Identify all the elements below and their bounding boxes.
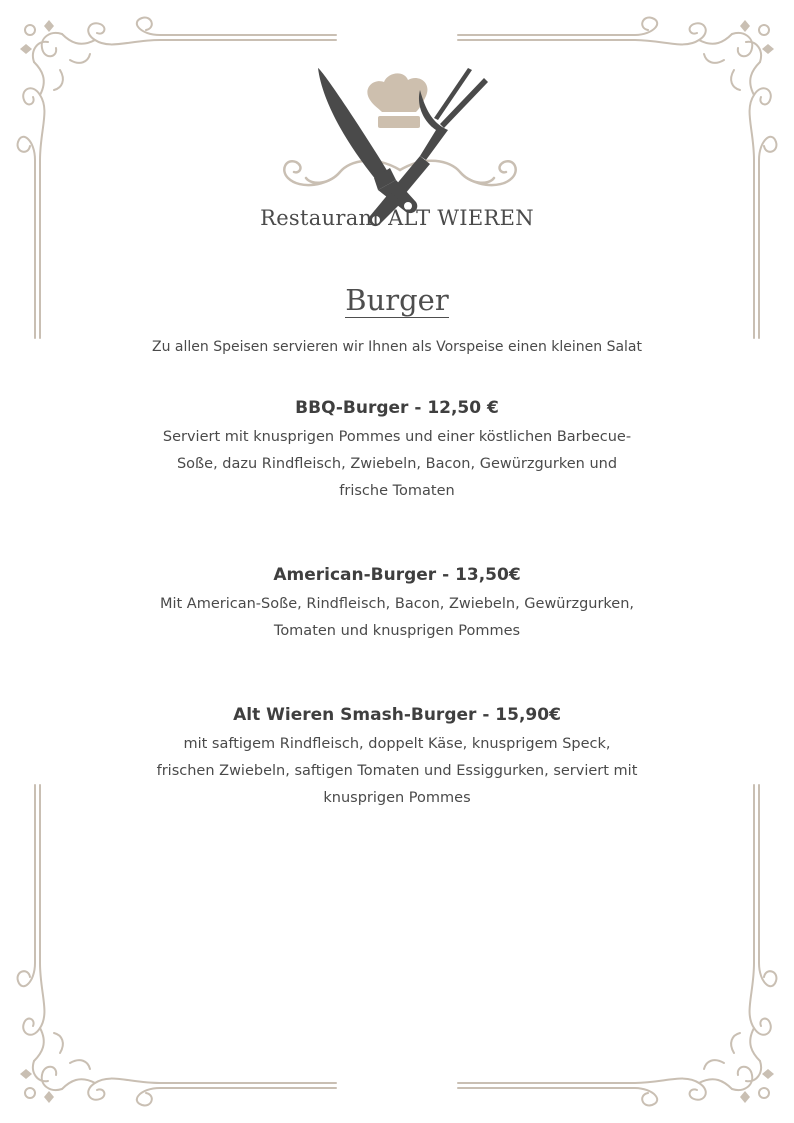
description-line: Serviert mit knusprigen Pommes und einer köstlichen Barbecue- (162, 429, 632, 445)
chef-hat-icon (367, 73, 427, 128)
section-title: Burger (345, 283, 449, 317)
description-line: knusprigen Pommes (323, 790, 471, 806)
menu-item-bbq-burger (120, 398, 674, 505)
menu-item-title: American-Burger - 13,50€ (273, 565, 521, 585)
menu-item-title: Alt Wieren Smash-Burger - 15,90€ (233, 705, 561, 725)
menu-item-description (120, 591, 674, 645)
description-line: mit saftigem Rindfleisch, doppelt Käse, knusprigem Speck, (183, 736, 611, 752)
menu-item-description (120, 424, 674, 505)
description-line: frische Tomaten (339, 483, 455, 499)
menu-item-smash-burger (120, 705, 674, 812)
description-line: Soße, dazu Rindfleisch, Zwiebeln, Bacon, Gewürzgurken und (176, 456, 618, 472)
description-line: Mit American-Soße, Rindfleisch, Bacon, Zwiebeln, Gewürzgurken, (159, 596, 635, 612)
menu-item-title: BBQ-Burger - 12,50 € (295, 398, 499, 418)
restaurant-name: Restaurant ALT WIEREN (260, 206, 534, 230)
menu-item-american-burger (120, 565, 674, 645)
section-note: Zu allen Speisen servieren wir Ihnen als Vorspeise einen kleinen Salat (151, 339, 643, 355)
menu-item-description (120, 731, 674, 812)
description-line: frischen Zwiebeln, saftigen Tomaten und Essiggurken, serviert mit (156, 763, 638, 779)
page-title (0, 283, 794, 317)
description-line: Tomaten und knusprigen Pommes (273, 623, 521, 639)
